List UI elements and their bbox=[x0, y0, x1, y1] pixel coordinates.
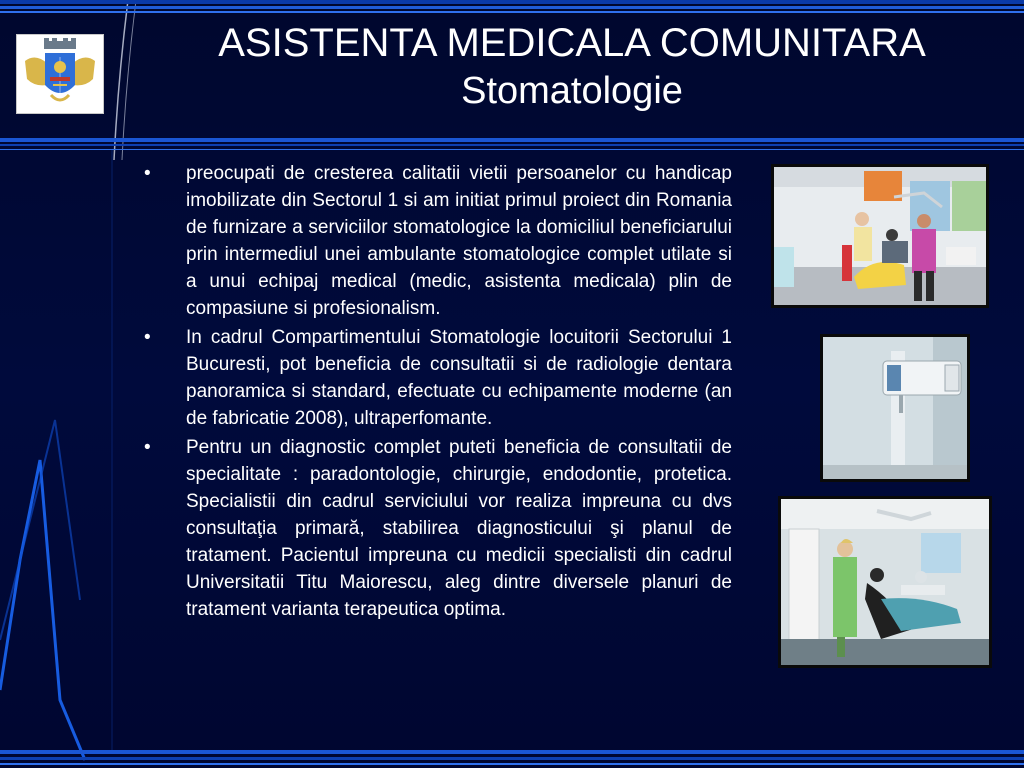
top-band-line bbox=[0, 0, 1024, 4]
footer-band-line bbox=[0, 750, 1024, 754]
coat-of-arms-icon bbox=[17, 35, 103, 113]
list-item bbox=[140, 160, 732, 322]
page-title: ASISTENTA MEDICALA COMUNITARA bbox=[218, 21, 926, 65]
header-divider-line bbox=[0, 138, 1024, 142]
footer-band-line bbox=[0, 763, 1024, 765]
bullet-icon: • bbox=[144, 437, 151, 458]
bullet-icon: • bbox=[144, 163, 151, 184]
footer-band-line bbox=[0, 757, 1024, 760]
list-item bbox=[140, 324, 732, 432]
bullet-text: In cadrul Compartimentului Stomatologie locuitorii Sectorului 1 Bucuresti, pot beneficia de consultatii si de radiologie dentara panoramica si standard, efectuate cu echipamente moderne (an de fabricatie 2008), ultraperfomante. bbox=[186, 327, 732, 429]
dental-treatment-photo bbox=[778, 496, 992, 668]
bullet-list bbox=[140, 160, 732, 623]
dental-office-photo bbox=[771, 164, 989, 308]
list-item bbox=[140, 434, 732, 623]
bullet-text: Pentru un diagnostic complet puteti beneficia de consultatii de specialitate : paradontologie, chirurgie, endodontie, protetica. Specialistii din cadrul serviciului vor realiza impreuna cu dvs consultaţia primară, stabilirea diagnosticului şi planul de tratament. Pacientul impreuna cu medicii specialisti din cadrul Universitatii Titu Maiorescu, aleg dintre diversele planuri de tratament varianta terapeutica optima. bbox=[186, 437, 732, 620]
bullet-icon: • bbox=[144, 327, 151, 348]
title-area bbox=[150, 18, 994, 114]
dental-xray-machine-photo bbox=[820, 334, 970, 482]
top-band-line bbox=[0, 11, 1024, 13]
bullet-text: preocupati de cresterea calitatii vietii persoanelor cu handicap imobilizate din Sectorul 1 si am initiat primul proiect din Romania de furnizare a serviciilor stomatologice la domiciliul beneficiarului prin intermediul unei ambulante stomatologice complet utilate si a unui echipaj medical (medic, asistenta medicala) plin de compasiune si profesionalism. bbox=[186, 163, 732, 319]
bullet-list-container bbox=[140, 160, 732, 625]
sector-logo bbox=[16, 34, 104, 114]
header-divider-line bbox=[0, 149, 1024, 150]
page-subtitle: Stomatologie bbox=[461, 70, 683, 112]
header-divider-line bbox=[0, 144, 1024, 146]
top-band-line bbox=[0, 6, 1024, 9]
